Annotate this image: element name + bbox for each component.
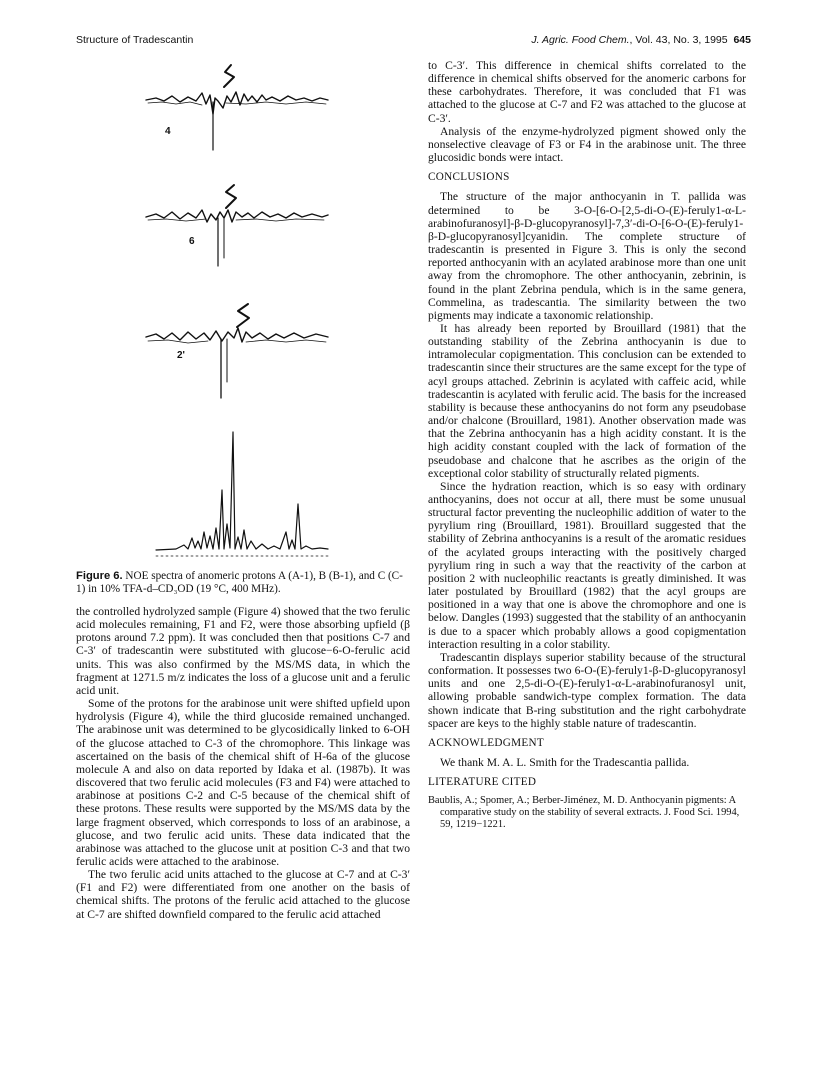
reference-list: [428, 795, 746, 831]
paragraph: Analysis of the enzyme-hydrolyzed pigment showed only the nonselective cleavage of F3 or F4 in the arabinose unit. The three glucosidic bonds were intact.: [428, 124, 746, 165]
panel-label-c: 2': [177, 350, 185, 361]
reference-entry: Baublis, A.; Spomer, A.; Berber-Jiménez, M. D. Anthocyanin pigments: A comparative study on the stability of several extracts. J. Food Sci. 1994, 59, 1219−1221.: [428, 795, 740, 831]
paragraph: to C-3′. This difference in chemical shifts correlated to the difference in chemical shifts observed for the anomeric carbons for these carbohydrates. Therefore, it was concluded that F1 was attached to the glucose at C-7 and F2 was attached to the glucose at C-3′.: [428, 59, 746, 125]
spectrum-trace-c: [146, 328, 328, 342]
paragraph: It has already been reported by Brouillard (1981) that the outstanding stability of the Zebrina anthocyanin is due to intramolecular copigmentation. This conclusion can be extended to tradescantin since their structures are the same except for the type of acyl groups attached. Zebrinin is acylated with caffeic acid, while tradescantin is acylated with ferulic acid. The basis for the increased stability is because these anthocyanins do not form any pseudobase and/or chalcone (Brouillard, 1981). Another observation made was that the Zebrina anthocyanin has a high acidity constant. It is the high acidity constant coupled with the lack of formation of the pseudobase and chalcone that he ascribes as the origin of the exceptional color stability of structurally related pigments.: [428, 321, 746, 480]
spectrum-trace-b-band: [148, 219, 324, 221]
paragraph: The two ferulic acid units attached to the glucose at C-7 and at C-3′ (F1 and F2) were differentiated from one another on the basis of chemical shifts. The protons of the ferulic acid attached to the glucose at C-7 are shifted downfield compared to the ferulic acid attached: [76, 868, 410, 921]
section-heading-conclusions: CONCLUSIONS: [428, 171, 510, 184]
irradiation-mark-c: [237, 304, 249, 327]
running-head-journal: [531, 33, 751, 47]
running-head-title: Structure of Tradescantin: [76, 34, 194, 46]
section-heading-acknowledgment: ACKNOWLEDGMENT: [428, 736, 545, 749]
spectra-graphic: [76, 52, 410, 572]
left-column: [76, 605, 410, 921]
panel-label-b: 6: [189, 236, 195, 247]
paragraph: Tradescantin displays superior stability because of the structural conformation. It possesses two 6-O-(E)-feruly1-β-D-glucopyranosyl units and one 2,5-di-O-(E)-feruly1-α-L-arabinofuranosyl unit, allowing probable sandwich-type complex formation. The data shown indicate that B-ring substitution and the right carbohydrate spacer are keys to the highly stable nature of tradescantin.: [428, 650, 746, 730]
irradiation-mark-b: [226, 185, 236, 208]
paragraph: Some of the protons for the arabinose unit were shifted upfield upon hydrolysis (Figure 4), while the third glucoside remained unchanged. The arabinose unit was determined to be glycosidically linked to 6-OH of the glucose attached to C-3 of the chromophore. This linkage was ascertained on the basis of the chemical shift of H-6a of the glucose molecule A and also on data reported by Idaka et al. (1987b). It was discovered that two ferulic acid molecules (F3 and F4) were attached to arabinose at positions C-2 and C-5 because of the chemical shift of these protons. These results were supported by the MS/MS data by the large fragment observed, which corresponds to loss of an arabinose, a glucose, and two ferulic acid units. These data indicated that the arabinose was attached to the glucose unit at position C-3 and that two ferulic acids were attached to the arabinose.: [76, 697, 410, 868]
reference-spectrum-trace: [156, 432, 328, 550]
spectrum-trace-a-band: [148, 102, 326, 105]
figure-6-noe-spectra: [76, 52, 410, 572]
journal-name: J. Agric. Food Chem.: [531, 34, 630, 46]
paragraph: the controlled hydrolyzed sample (Figure 4) showed that the two ferulic acid molecules remaining, F1 and F2, were those absorbing upfield (β protons around 7.2 ppm). It was concluded then that positions C-7 and C-3′ of tradescantin were substituted with glucose−6-O-ferulic acid units. This was also confirmed by the MS/MS data, in which the fragment at 1271.5 m/z indicates the loss of a glucose unit and a ferulic acid unit.: [76, 605, 410, 697]
page-number: 645: [733, 34, 751, 46]
figure-caption-label: Figure 6.: [76, 570, 123, 582]
panel-label-a: 4: [165, 126, 171, 137]
irradiation-mark-a: [224, 65, 234, 87]
figure-caption-text: NOE spectra of anomeric protons A (A-1), B (B-1), and C (C-1) in 10% TFA-d–CD₃OD (19 °C, 400 MHz).: [76, 570, 403, 595]
paragraph: The structure of the major anthocyanin in T. pallida was determined to be 3-O-[6-O-[2,5-di-O-(E)-feruly1-α-L-arabinofuranosyl]-β-D-glucopyranosyl]-7,3′-di-O-[6-O-(E)-feruly1-β-D-glucopyranosyl]cyanidin. The complete structure of tradescantin is presented in Figure 3. This is only the second reported anthocyanin with an acylated arabinose more than one unit away from the chromophore. The other anthocyanin, zebrinin, is found in the plant Zebrina pendula, which is in the same genera, Commelina, as tradescantia. The similarity between the two pigments may indicate a taxonomic relationship.: [428, 190, 746, 322]
right-column: [428, 59, 746, 831]
journal-volume: , Vol. 43, No. 3, 1995: [629, 34, 728, 46]
spectrum-trace-a: [146, 92, 328, 114]
spectrum-trace-c-band: [148, 340, 326, 343]
figure-caption: [76, 570, 410, 596]
paragraph: Since the hydration reaction, which is so easy with ordinary anthocyanins, does not occur at all, there must be some unusual structural factor preventing the nucleophilic addition of water to the pyrylium ring (Brouillard, 1981). Brouillard suggested that the stability of Zebrina anthocyanins is a result of the aromatic residues of the acylated groups interacting with the positively charged pyrylium ring in such a way that the reactivity of the carbon at position 2 with nucleophilic reactants is greatly diminished. It was later postulated by Brouillard (1982) that the acyl groups are positioned in a way that one is above the chromophore and one is below. Dangles (1993) suggested that the stability of an anthocyanin is due to a spacer which probably allows a good copigmentation interaction resulting in a color stability.: [428, 479, 746, 651]
section-heading-literature: LITERATURE CITED: [428, 776, 537, 789]
paragraph: We thank M. A. L. Smith for the Tradescantia pallida.: [440, 755, 690, 769]
